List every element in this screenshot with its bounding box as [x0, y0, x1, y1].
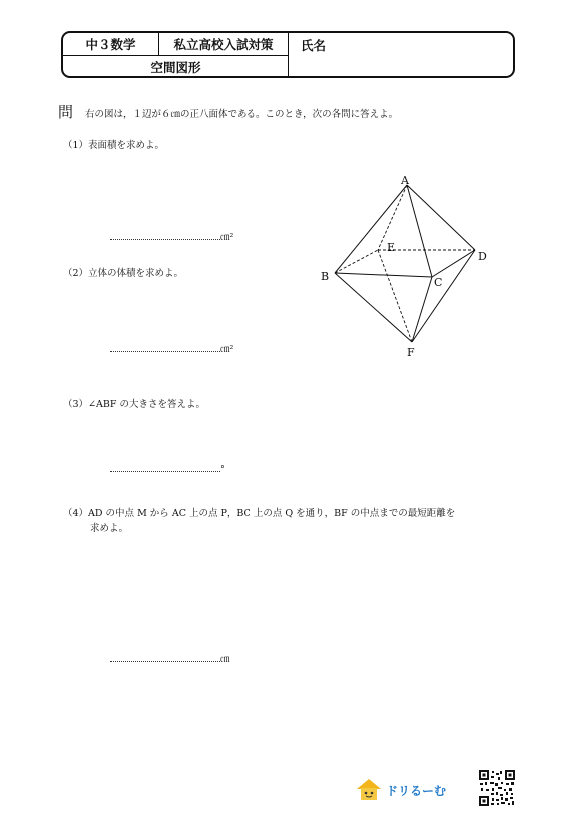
- question-text: ∠ABF の大きさを答えよ。: [88, 399, 205, 410]
- question-4: [63, 505, 455, 519]
- vertex-label-e: E: [387, 241, 396, 254]
- vertex-label-a: A: [401, 174, 409, 187]
- name-label: 氏名: [301, 38, 327, 53]
- answer-dots: [110, 652, 220, 662]
- house-mascot-icon: [356, 778, 382, 802]
- question-text: 立体の体積を求めよ。: [88, 268, 184, 279]
- vertex-label-f: F: [407, 346, 415, 359]
- vertex-label-d: D: [478, 250, 487, 263]
- question-number: （2）: [63, 268, 89, 279]
- answer-unit: ㎝: [220, 654, 230, 665]
- vertex-label-c: C: [434, 276, 443, 289]
- edge-ac: [407, 185, 432, 277]
- answer-line-1[interactable]: [110, 229, 233, 243]
- edge-cd: [432, 250, 475, 277]
- edge-ad: [407, 185, 475, 250]
- question-3: [63, 396, 205, 410]
- edge-cf: [412, 277, 432, 342]
- edge-bf: [335, 273, 412, 342]
- question-text: 表面積を求めよ。: [88, 140, 165, 151]
- edge-df: [412, 250, 475, 342]
- answer-dots: [110, 230, 220, 240]
- octahedron-figure: [315, 170, 505, 365]
- question-text: AD の中点 M から AC 上の点 P，BC 上の点 Q を通り，BF の中点までの最短距離を: [88, 508, 456, 519]
- topic-label: 空間図形: [63, 56, 289, 78]
- brand-logo: [356, 778, 446, 802]
- problem-intro: 右の図は，１辺が６㎝の正八面体である。このとき，次の各問に答えよ。: [85, 109, 399, 120]
- answer-line-3[interactable]: [110, 462, 225, 475]
- question-2: [63, 265, 183, 279]
- answer-unit: °: [220, 464, 225, 475]
- brand-name: ドリるーむ: [386, 783, 447, 798]
- question-number: （3）: [63, 399, 89, 410]
- answer-dots: [110, 342, 220, 352]
- edge-bc: [335, 273, 432, 277]
- question-1: [63, 137, 164, 151]
- answer-dots: [110, 462, 220, 472]
- edge-ef: [378, 250, 412, 342]
- answer-unit: ㎝²: [220, 344, 234, 355]
- qr-code-icon: [479, 770, 515, 806]
- question-4-continued: 求めよ。: [90, 523, 129, 534]
- problem-mark: 問: [58, 103, 74, 121]
- question-number: （1）: [63, 140, 89, 151]
- edge-ab: [335, 185, 407, 273]
- edge-be: [335, 250, 378, 273]
- grade-label: 中３数学: [63, 33, 159, 56]
- answer-line-2[interactable]: [110, 341, 233, 355]
- course-label: 私立高校入試対策: [159, 33, 289, 56]
- name-field[interactable]: [289, 33, 515, 78]
- answer-unit: ㎝²: [220, 232, 234, 243]
- answer-line-4[interactable]: [110, 651, 230, 665]
- vertex-label-b: B: [321, 270, 330, 283]
- worksheet-header: [61, 31, 515, 78]
- question-number: （4）: [63, 508, 89, 519]
